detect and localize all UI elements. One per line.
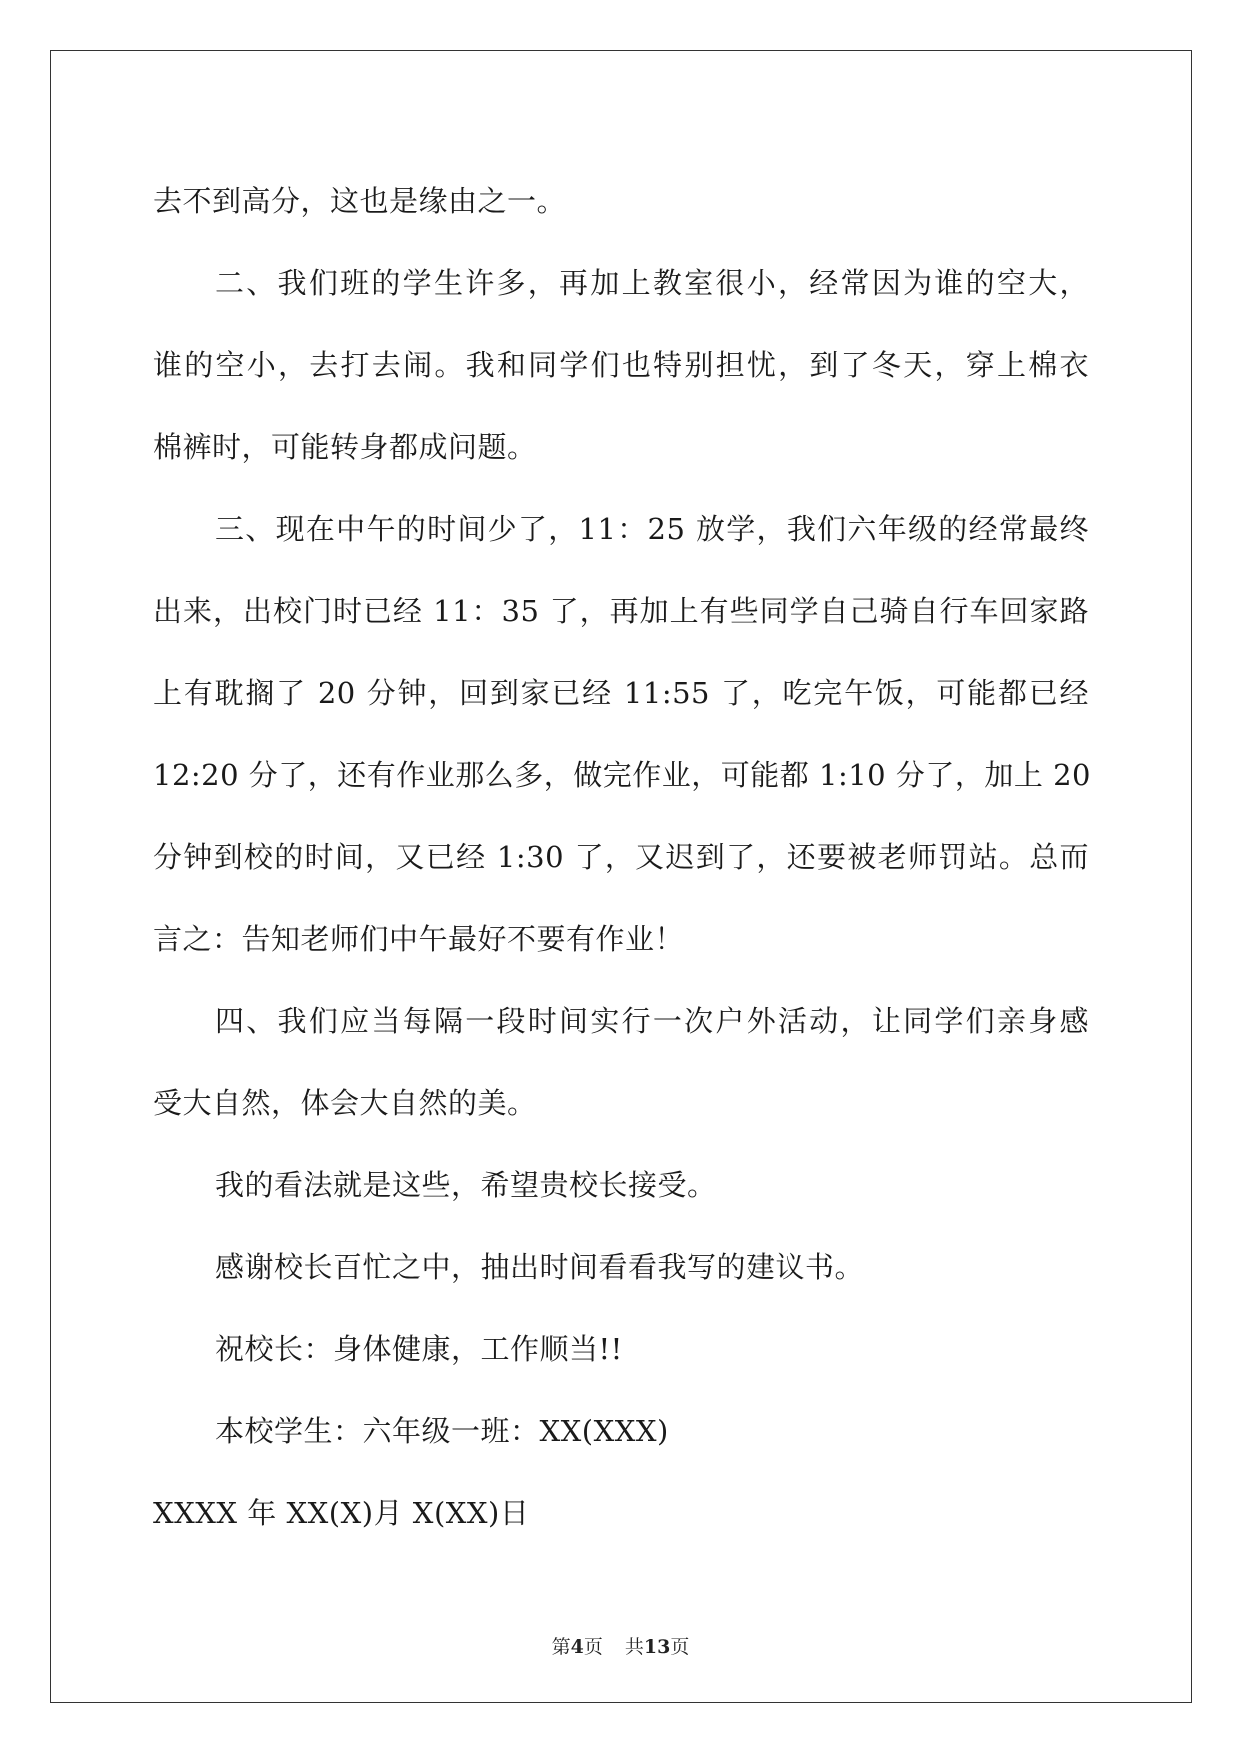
text-line: 出来，出校门时已经 11：35 了，再加上有些同学自己骑自行车回家路 (153, 594, 1089, 628)
text-line: 12:20 分了，还有作业那么多，做完作业，可能都 1:10 分了，加上 20 (153, 758, 1091, 792)
signature-line: 本校学生：六年级一班：XX(XXX) (215, 1414, 669, 1448)
date-line: XXXX 年 XX(X)月 X(XX)日 (153, 1496, 530, 1530)
text-line: 分钟到校的时间，又已经 1:30 了，又迟到了，还要被老师罚站。总而 (153, 840, 1089, 874)
text-line: 去不到高分，这也是缘由之一。 (153, 184, 567, 218)
text-line: 受大自然，体会大自然的美。 (153, 1086, 537, 1120)
text-line: 祝校长：身体健康，工作顺当!! (215, 1332, 623, 1366)
text-line: 二、我们班的学生许多，再加上教室很小，经常因为谁的空大， (215, 266, 1089, 300)
page-footer (0, 1632, 1241, 1659)
text-line: 我的看法就是这些，希望贵校长接受。 (215, 1168, 717, 1202)
total-suffix: 页 (670, 1636, 690, 1658)
text-line: 三、现在中午的时间少了，11：25 放学，我们六年级的经常最终 (215, 512, 1089, 546)
text-line: 上有耽搁了 20 分钟，回到家已经 11:55 了，吃完午饭，可能都已经 (153, 676, 1089, 710)
text-line: 感谢校长百忙之中，抽出时间看看我写的建议书。 (215, 1250, 865, 1284)
page-number: 4 (570, 1636, 584, 1658)
total-prefix: 共 (624, 1636, 644, 1658)
page-prefix: 第 (551, 1636, 571, 1658)
text-line: 言之：告知老师们中午最好不要有作业！ (153, 922, 685, 956)
text-line: 四、我们应当每隔一段时间实行一次户外活动，让同学们亲身感 (215, 1004, 1089, 1038)
total-pages: 13 (643, 1636, 671, 1658)
document-body (153, 160, 1089, 1554)
text-line: 谁的空小，去打去闹。我和同学们也特别担忧，到了冬天，穿上棉衣 (153, 348, 1089, 382)
text-line: 棉裤时，可能转身都成问题。 (153, 430, 537, 464)
page-suffix: 页 (583, 1636, 603, 1658)
